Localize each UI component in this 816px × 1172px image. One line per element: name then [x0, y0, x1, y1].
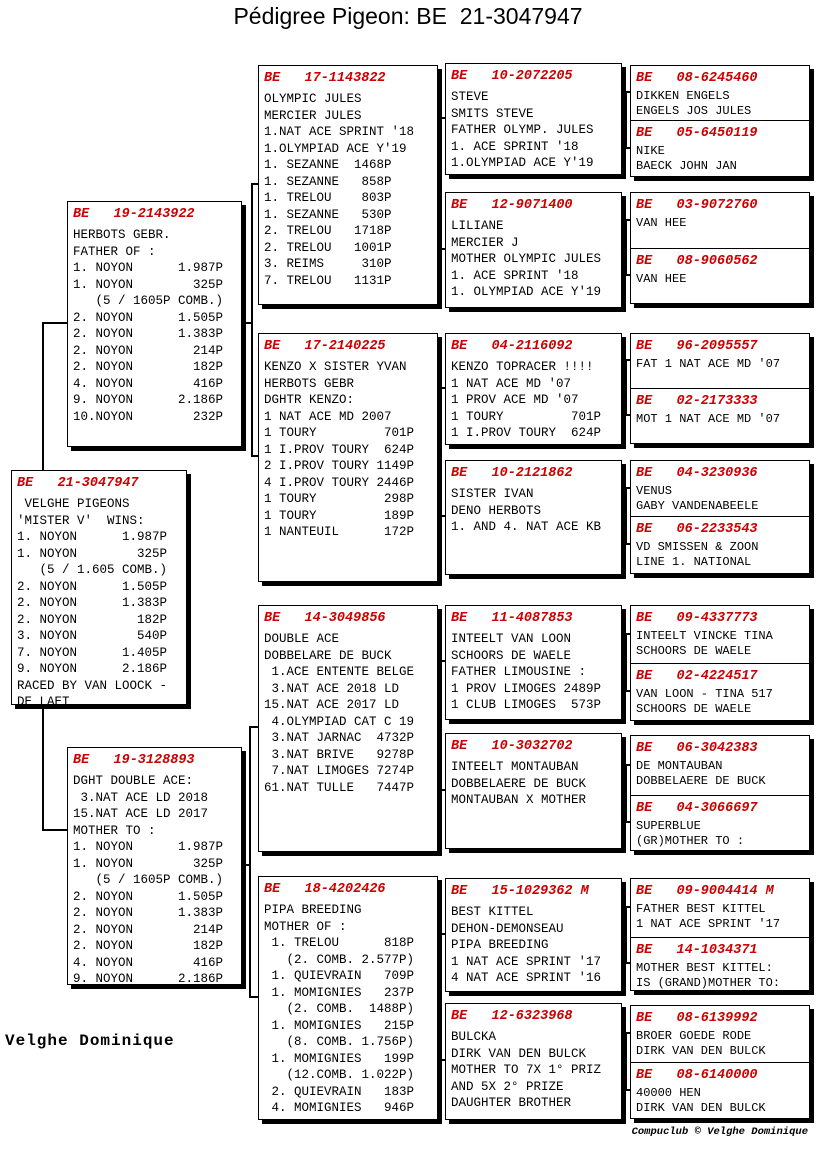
- pedigree-line: 2. NOYON 182P: [17, 612, 168, 627]
- box-lines: [636, 144, 806, 174]
- box-be-17-2140225: [258, 333, 438, 582]
- ring-number: BE 08-6245460: [636, 71, 758, 86]
- box-lines: [636, 357, 806, 372]
- ring-number: BE 09-9004414 M: [636, 884, 774, 899]
- box-lines: [636, 961, 806, 991]
- pedigree-line: MOTHER OF :: [264, 919, 347, 934]
- pedigree-line: 4. MOMIGNIES 946P: [264, 1101, 415, 1115]
- ring-number: BE 18-4202426: [264, 882, 386, 897]
- box-be-21-3047947: [11, 470, 187, 705]
- pedigree-line: 2. NOYON 1.505P: [73, 310, 224, 325]
- pedigree-line: 3.NAT BRIVE 9278P: [264, 747, 415, 762]
- pedigree-line: 1. NOYON 1.987P: [73, 261, 224, 275]
- box-lines: [636, 1029, 806, 1059]
- pedigree-line: PIPA BREEDING: [451, 938, 549, 952]
- box-lines: [636, 412, 806, 427]
- pedigree-line: SUPERBLUE: [636, 819, 701, 833]
- pedigree-line: DOBBELAERE DE BUCK: [636, 774, 766, 788]
- ring-number: BE 10-2072205: [451, 69, 573, 84]
- pedigree-line: 1. ACE SPRINT '18: [451, 268, 579, 283]
- pedigree-line: VD SMISSEN & ZOON: [636, 540, 759, 554]
- pedigree-line: SCHOORS DE WAELE: [451, 648, 572, 663]
- pedigree-line: 1 NAT ACE MD '07: [451, 376, 572, 391]
- owner-signature: Velghe Dominique: [5, 1032, 175, 1050]
- pedigree-line: DGHTR KENZO:: [264, 393, 355, 407]
- pedigree-line: 9. NOYON 2.186P: [17, 662, 168, 676]
- box-be-08-6139992: [630, 1005, 810, 1063]
- pedigree-line: 1 TOURY 189P: [264, 508, 415, 523]
- pedigree-line: FAT 1 NAT ACE MD '07: [636, 357, 781, 371]
- ring-number: BE 09-4337773: [636, 611, 758, 626]
- ring-number: BE 15-1029362 M: [451, 884, 589, 899]
- pedigree-line: 2. NOYON 214P: [73, 343, 224, 358]
- ring-number: BE 12-9071400: [451, 198, 573, 213]
- box-be-09-4337773: [630, 605, 810, 664]
- pedigree-line: 1. SEZANNE 530P: [264, 207, 392, 222]
- pedigree-line: FATHER BEST KITTEL: [636, 902, 766, 916]
- box-lines: [264, 631, 434, 796]
- pedigree-line: 7. NOYON 1.405P: [17, 645, 168, 660]
- box-lines: [636, 902, 806, 932]
- pedigree-line: 7.NAT LIMOGES 7274P: [264, 764, 415, 778]
- pedigree-line: 3. NOYON 540P: [17, 629, 168, 643]
- pedigree-line: 4 NAT ACE SPRINT '16: [451, 971, 602, 985]
- ring-number: BE 19-3128893: [73, 753, 195, 768]
- pedigree-line: 1. TRELOU 803P: [264, 191, 392, 205]
- pedigree-line: VELGHE PIGEONS: [17, 497, 130, 511]
- pedigree-line: 1. NOYON 325P: [73, 856, 224, 871]
- pedigree-line: 4. NOYON 416P: [73, 955, 224, 970]
- box-be-12-9071400: [445, 192, 622, 308]
- pedigree-line: 2. NOYON 1.383P: [73, 327, 224, 341]
- pedigree-line: 1.ACE ENTENTE BELGE: [264, 665, 415, 679]
- ring-number: BE 08-6139992: [636, 1011, 758, 1026]
- pedigree-line: 1. TRELOU 818P: [264, 936, 415, 950]
- box-lines: [636, 272, 806, 287]
- pedigree-line: INTEELT MONTAUBAN: [451, 760, 579, 774]
- box-lines: [636, 1086, 806, 1116]
- ring-number: BE 17-2140225: [264, 339, 386, 354]
- pedigree-line: DIRK VAN DEN BULCK: [636, 1101, 766, 1115]
- pedigree-line: (2. COMB. 1488P): [264, 1002, 415, 1016]
- pedigree-line: DIRK VAN DEN BULCK: [636, 1044, 766, 1058]
- box-lines: [451, 904, 618, 987]
- ring-number: BE 96-2095557: [636, 339, 758, 354]
- pedigree-line: NIKE: [636, 144, 665, 158]
- pedigree-line: MERCIER J: [451, 235, 519, 250]
- pedigree-line: SCHOORS DE WAELE: [636, 644, 752, 658]
- box-be-18-4202426: [258, 876, 438, 1120]
- box-be-10-3032702: [445, 733, 622, 849]
- pedigree-line: 2. NOYON 182P: [73, 360, 224, 374]
- box-be-08-6140000: [630, 1062, 810, 1119]
- pedigree-line: DE LAET: [17, 695, 70, 705]
- pedigree-line: GABY VANDENABEELE: [636, 499, 759, 513]
- box-be-14-1034371: [630, 937, 810, 991]
- box-be-19-2143922: [67, 201, 242, 447]
- pedigree-line: 1. NOYON 325P: [73, 277, 224, 292]
- box-lines: [636, 540, 806, 570]
- box-lines: [451, 486, 618, 536]
- pedigree-line: 1. NOYON 1.987P: [73, 840, 224, 854]
- pedigree-line: 1 I.PROV TOURY 624P: [451, 426, 602, 440]
- ring-number: BE 12-6323968: [451, 1009, 573, 1024]
- pedigree-line: 1. MOMIGNIES 215P: [264, 1018, 415, 1033]
- footer-credit: Compuclub © Velghe Dominique: [631, 1126, 808, 1138]
- box-be-02-2173333: [630, 388, 810, 444]
- pedigree-line: 9. NOYON 2.186P: [73, 972, 224, 985]
- pedigree-line: 1. MOMIGNIES 199P: [264, 1051, 415, 1066]
- pedigree-line: RACED BY VAN LOOCK -: [17, 678, 168, 693]
- box-lines: [636, 819, 806, 849]
- ring-number: BE 04-3230936: [636, 466, 758, 481]
- pedigree-line: AND 5X 2° PRIZE: [451, 1079, 564, 1094]
- pedigree-line: BEST KITTEL: [451, 905, 534, 919]
- ring-number: BE 08-6140000: [636, 1068, 758, 1083]
- box-be-04-2116092: [445, 333, 622, 445]
- pedigree-line: DEHON-DEMONSEAU: [451, 921, 564, 936]
- pedigree-line: 1.OLYMPIAD ACE Y'19: [451, 156, 594, 170]
- pedigree-line: VAN LOON - TINA 517: [636, 687, 773, 701]
- pedigree-line: HERBOTS GEBR.: [73, 228, 171, 242]
- pedigree-line: 1. ACE SPRINT '18: [451, 139, 579, 154]
- pedigree-line: MOTHER OLYMPIC JULES: [451, 252, 602, 266]
- pedigree-line: SISTER IVAN: [451, 487, 534, 501]
- pedigree-line: MONTAUBAN X MOTHER: [451, 793, 587, 807]
- pedigree-line: (12.COMB. 1.022P): [264, 1068, 415, 1082]
- pedigree-line: DOBBELAERE DE BUCK: [451, 776, 587, 791]
- pedigree-line: LILIANE: [451, 219, 504, 233]
- page-title: Pédigree Pigeon: BE 21-3047947: [233, 3, 583, 29]
- pedigree-line: HERBOTS GEBR: [264, 376, 355, 391]
- box-be-09-9004414: [630, 878, 810, 938]
- box-lines: [451, 759, 618, 809]
- pedigree-line: 1. QUIEVRAIN 709P: [264, 969, 415, 983]
- pedigree-line: (8. COMB. 1.756P): [264, 1035, 415, 1049]
- pedigree-line: (2. COMB. 2.577P): [264, 952, 415, 967]
- pedigree-line: 15.NAT ACE 2017 LD: [264, 698, 400, 712]
- pedigree-line: 1 TOURY 298P: [264, 492, 415, 506]
- pedigree-line: 4. NOYON 416P: [73, 376, 224, 391]
- pedigree-line: 2. NOYON 1.383P: [17, 596, 168, 610]
- pedigree-line: DAUGHTER BROTHER: [451, 1096, 572, 1110]
- pedigree-line: 1.OLYMPIAD ACE Y'19: [264, 141, 407, 156]
- pedigree-line: IS (GRAND)MOTHER TO:: [636, 976, 781, 990]
- box-lines: [636, 484, 806, 514]
- ring-number: BE 11-4087853: [451, 611, 573, 626]
- box-be-17-1143822: [258, 65, 438, 305]
- pedigree-line: MOT 1 NAT ACE MD '07: [636, 412, 781, 426]
- ring-number: BE 14-1034371: [636, 943, 758, 958]
- box-be-04-3066697: [630, 795, 810, 851]
- pedigree-line: (5 / 1605P COMB.): [73, 294, 224, 308]
- ring-number: BE 19-2143922: [73, 207, 195, 222]
- ring-number: BE 08-9060562: [636, 254, 758, 269]
- box-lines: [451, 218, 618, 301]
- pedigree-line: 61.NAT TULLE 7447P: [264, 780, 415, 795]
- ring-number: BE 02-4224517: [636, 669, 758, 684]
- pedigree-line: 1 PROV LIMOGES 2489P: [451, 681, 602, 696]
- pedigree-line: 3.NAT ACE 2018 LD: [264, 681, 400, 696]
- ring-number: BE 05-6450119: [636, 126, 758, 141]
- pedigree-line: LINE 1. NATIONAL: [636, 555, 752, 569]
- box-be-10-2072205: [445, 63, 622, 175]
- ring-number: BE 02-2173333: [636, 394, 758, 409]
- pedigree-line: DE MONTAUBAN: [636, 759, 723, 773]
- box-lines: [636, 687, 806, 717]
- pedigree-line: 1. NOYON 325P: [17, 546, 168, 561]
- pedigree-line: 1. SEZANNE 858P: [264, 174, 392, 189]
- box-lines: [636, 89, 806, 119]
- pedigree-line: DOBBELARE DE BUCK: [264, 648, 392, 663]
- pedigree-line: (5 / 1.605 COMB.): [17, 563, 168, 577]
- pedigree-line: MOTHER TO :: [73, 823, 156, 838]
- pedigree-line: INTEELT VINCKE TINA: [636, 629, 773, 643]
- pedigree-line: 1 NAT ACE SPRINT '17: [636, 917, 781, 931]
- pedigree-line: 2 I.PROV TOURY 1149P: [264, 459, 415, 473]
- pedigree-line: VAN HEE: [636, 272, 687, 286]
- box-be-06-2233543: [630, 516, 810, 574]
- pedigree-line: 4 I.PROV TOURY 2446P: [264, 475, 415, 490]
- pedigree-line: 1. AND 4. NAT ACE KB: [451, 520, 602, 534]
- ring-number: BE 17-1143822: [264, 71, 386, 86]
- pedigree-line: PIPA BREEDING: [264, 903, 362, 917]
- ring-number: BE 10-3032702: [451, 739, 573, 754]
- box-lines: [264, 91, 434, 289]
- pedigree-line: MOTHER TO 7X 1° PRIZ: [451, 1063, 602, 1077]
- pedigree-line: 1.NAT ACE SPRINT '18: [264, 125, 415, 139]
- pedigree-line: 40000 HEN: [636, 1086, 701, 1100]
- box-be-11-4087853: [445, 605, 622, 720]
- pedigree-line: 9. NOYON 2.186P: [73, 393, 224, 407]
- box-lines: [264, 359, 434, 541]
- pedigree-line: DGHT DOUBLE ACE:: [73, 774, 194, 788]
- pedigree-line: 4.OLYMPIAD CAT C 19: [264, 714, 415, 729]
- pedigree-line: 15.NAT ACE LD 2017: [73, 807, 209, 821]
- pedigree-line: 1 CLUB LIMOGES 573P: [451, 698, 602, 712]
- pedigree-line: DENO HERBOTS: [451, 503, 542, 518]
- pedigree-line: 2. NOYON 1.505P: [17, 579, 168, 594]
- pedigree-line: KENZO X SISTER YVAN: [264, 360, 407, 374]
- box-lines: [73, 227, 238, 425]
- box-lines: [17, 496, 183, 705]
- box-be-05-6450119: [630, 120, 810, 177]
- ring-number: BE 03-9072760: [636, 198, 758, 213]
- pedigree-line: 1 NAT ACE SPRINT '17: [451, 954, 602, 969]
- pedigree-line: 3. REIMS 310P: [264, 257, 392, 271]
- box-be-10-2121862: [445, 460, 622, 575]
- pedigree-line: 2. TRELOU 1001P: [264, 240, 392, 255]
- pedigree-line: OLYMPIC JULES: [264, 92, 362, 106]
- box-be-14-3049856: [258, 605, 438, 852]
- pedigree-line: BAECK JOHN JAN: [636, 159, 737, 173]
- box-lines: [451, 631, 618, 714]
- pedigree-line: 2. NOYON 182P: [73, 939, 224, 953]
- box-be-02-4224517: [630, 663, 810, 721]
- pedigree-line: 1. SEZANNE 1468P: [264, 158, 392, 172]
- box-be-06-3042383: [630, 735, 810, 796]
- box-be-15-1029362: [445, 878, 622, 992]
- pedigree-line: DIRK VAN DEN BULCK: [451, 1046, 587, 1061]
- pedigree-line: 1. MOMIGNIES 237P: [264, 985, 415, 1000]
- pedigree-line: STEVE: [451, 90, 489, 104]
- pedigree-line: DOUBLE ACE: [264, 632, 340, 646]
- ring-number: BE 04-2116092: [451, 339, 573, 354]
- pedigree-line: FATHER LIMOUSINE :: [451, 665, 587, 679]
- pedigree-line: FATHER OLYMP. JULES: [451, 123, 594, 137]
- pedigree-line: ENGELS JOS JULES: [636, 104, 752, 118]
- pedigree-line: 'MISTER V' WINS:: [17, 513, 145, 528]
- box-lines: [264, 902, 434, 1117]
- pedigree-line: BROER GOEDE RODE: [636, 1029, 752, 1043]
- box-lines: [636, 759, 806, 789]
- pedigree-line: 3.NAT JARNAC 4732P: [264, 731, 415, 745]
- pedigree-line: 7. TRELOU 1131P: [264, 273, 392, 288]
- pedigree-line: MERCIER JULES: [264, 108, 362, 123]
- pedigree-line: 3.NAT ACE LD 2018: [73, 790, 209, 805]
- box-be-04-3230936: [630, 460, 810, 517]
- pedigree-line: BULCKA: [451, 1030, 497, 1044]
- box-lines: [451, 359, 618, 442]
- pedigree-line: 2. NOYON 1.505P: [73, 889, 224, 904]
- pedigree-line: 1 NANTEUIL 172P: [264, 525, 415, 539]
- pedigree-line: VAN HEE: [636, 216, 687, 230]
- box-be-08-9060562: [630, 248, 810, 304]
- box-be-08-6245460: [630, 65, 810, 121]
- box-lines: [636, 629, 806, 659]
- pedigree-line: FATHER OF :: [73, 244, 156, 259]
- pedigree-line: 2. TRELOU 1718P: [264, 224, 392, 238]
- pedigree-line: 10.NOYON 232P: [73, 409, 224, 424]
- pedigree-line: INTEELT VAN LOON: [451, 632, 572, 646]
- pedigree-line: VENUS: [636, 484, 673, 498]
- pedigree-line: KENZO TOPRACER !!!!: [451, 360, 594, 374]
- pedigree-line: 2. NOYON 214P: [73, 922, 224, 937]
- ring-number: BE 21-3047947: [17, 476, 139, 491]
- pedigree-line: 1 NAT ACE MD 2007: [264, 409, 392, 424]
- pedigree-line: 1. NOYON 1.987P: [17, 530, 168, 544]
- box-lines: [451, 89, 618, 172]
- ring-number: BE 14-3049856: [264, 611, 386, 626]
- ring-number: BE 06-2233543: [636, 522, 758, 537]
- ring-number: BE 06-3042383: [636, 741, 758, 756]
- pedigree-line: (5 / 1605P COMB.): [73, 873, 224, 887]
- box-lines: [636, 216, 806, 231]
- pedigree-line: SMITS STEVE: [451, 106, 534, 121]
- pedigree-line: 1 I.PROV TOURY 624P: [264, 442, 415, 457]
- ring-number: BE 10-2121862: [451, 466, 573, 481]
- pedigree-line: 1 TOURY 701P: [451, 409, 602, 424]
- box-be-12-6323968: [445, 1003, 622, 1120]
- pedigree-line: 2. QUIEVRAIN 183P: [264, 1084, 415, 1099]
- pedigree-line: MOTHER BEST KITTEL:: [636, 961, 773, 975]
- box-be-03-9072760: [630, 192, 810, 249]
- box-lines: [73, 773, 238, 985]
- pedigree-line: DIKKEN ENGELS: [636, 89, 730, 103]
- box-be-96-2095557: [630, 333, 810, 389]
- pedigree-line: 1 TOURY 701P: [264, 426, 415, 440]
- pedigree-line: (GR)MOTHER TO :: [636, 834, 745, 848]
- pedigree-line: 2. NOYON 1.383P: [73, 906, 224, 920]
- ring-number: BE 04-3066697: [636, 801, 758, 816]
- pedigree-line: 1. OLYMPIAD ACE Y'19: [451, 285, 602, 299]
- pedigree-line: 1 PROV ACE MD '07: [451, 393, 579, 407]
- box-be-19-3128893: [67, 747, 242, 985]
- pedigree-line: SCHOORS DE WAELE: [636, 702, 752, 716]
- box-lines: [451, 1029, 618, 1112]
